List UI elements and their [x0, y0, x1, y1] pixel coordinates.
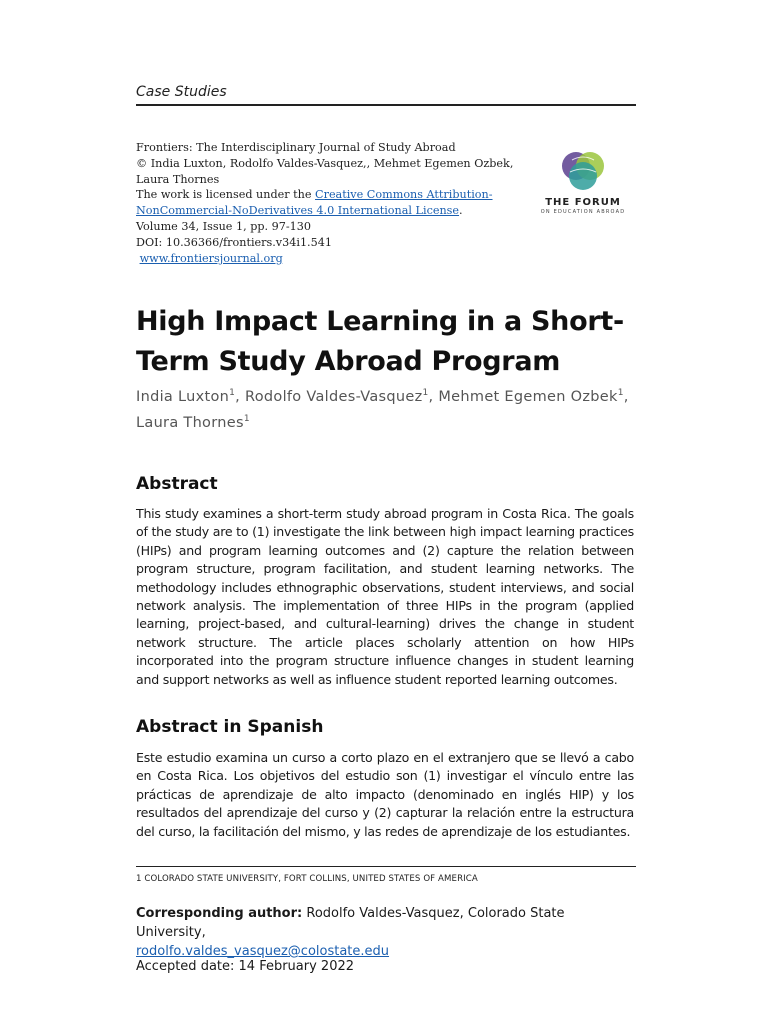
copyright-line-cont: Laura Thornes — [136, 172, 220, 186]
license-link-part1[interactable]: Creative Commons Attribution- — [315, 188, 493, 202]
abstract-heading: Abstract — [136, 474, 218, 494]
volume-line: Volume 34, Issue 1, pp. 97-130 — [136, 219, 312, 233]
journal-meta — [136, 140, 516, 266]
accepted-date: Accepted date: 14 February 2022 — [136, 959, 355, 974]
author-list — [136, 382, 636, 434]
author: India Luxton$^1$, — [136, 388, 245, 405]
logo-subtitle: ON EDUCATION ABROAD — [540, 209, 626, 215]
corresponding-email-link[interactable]: rodolfo.valdes_vasquez@colostate.edu — [136, 944, 390, 959]
license-line-cont — [136, 203, 516, 219]
corresponding-author — [136, 904, 636, 961]
article-title — [136, 302, 636, 382]
footnote-divider — [136, 866, 636, 867]
license-link-part2[interactable]: NonCommercial-NoDerivatives 4.0 International License — [136, 204, 460, 218]
page — [136, 0, 636, 1024]
corresponding-author-label: Corresponding author: — [136, 906, 303, 921]
logo-title: THE FORUM — [545, 197, 621, 208]
copyright-line: © India Luxton, Rodolfo Valdes-Vasquez,, Mehmet Egemen Ozbek, — [136, 156, 514, 170]
website-link[interactable]: www.frontiersjournal.org — [139, 251, 283, 265]
article-title-line1: High Impact Learning in a Short- — [136, 306, 624, 337]
running-head: Case Studies — [136, 84, 636, 106]
author: Laura Thornes$^1$ — [136, 413, 250, 431]
doi-line: DOI: 10.36366/frontiers.v34i1.541 — [136, 235, 332, 249]
journal-name: Frontiers: The Interdisciplinary Journal of Study Abroad — [136, 141, 456, 154]
author: Mehmet Egemen Ozbek$^1$, — [438, 388, 629, 405]
license-line — [136, 187, 516, 203]
affiliation-footnote: 1 COLORADO STATE UNIVERSITY, FORT COLLINS, UNITED STATES OF AMERICA — [136, 874, 478, 884]
corresponding-author-text: Rodolfo Valdes-Vasquez, Colorado State University, — [136, 906, 565, 940]
author: Rodolfo Valdes-Vasquez$^1$, — [245, 388, 439, 405]
license-prefix: The work is licensed under the — [136, 188, 316, 202]
website-line — [136, 251, 516, 267]
abstract-text: This study examines a short-term study abroad program in Costa Rica. The goals of the study are to (1) investigate the link between high impact learning practices (HIPs) and program learning outcomes and (2) capture the relation between program structure, program facilitation, and student learning networks. The methodology includes ethnographic observations, student interviews, and social network analysis. The implementation of three HIPs in the program (applied learning, project-based, and cultural-learning) drives the change in student network structure. The article places scholarly attention on how HIPs incorporated into the program structure influence changes in student learning and support networks as well as influence student reported learning outcomes. — [136, 506, 634, 687]
license-suffix: . — [459, 204, 463, 218]
article-title-line2: Term Study Abroad Program — [136, 346, 561, 377]
abstract-spanish-text: Este estudio examina un curso a corto plazo en el extranjero que se llevó a cabo en Costa Rica. Los objetivos del estudio son (1) investigar el vínculo entre las prácticas de aprendizaje de alto impacto (denominado en inglés HIP) y los resultados del aprendizaje del curso y (2) capturar la relación entre la estructura del curso, la facilitación del mismo, y las redes de aprendizaje de los estudiantes. — [136, 750, 634, 839]
abstract-spanish-heading: Abstract in Spanish — [136, 717, 324, 737]
